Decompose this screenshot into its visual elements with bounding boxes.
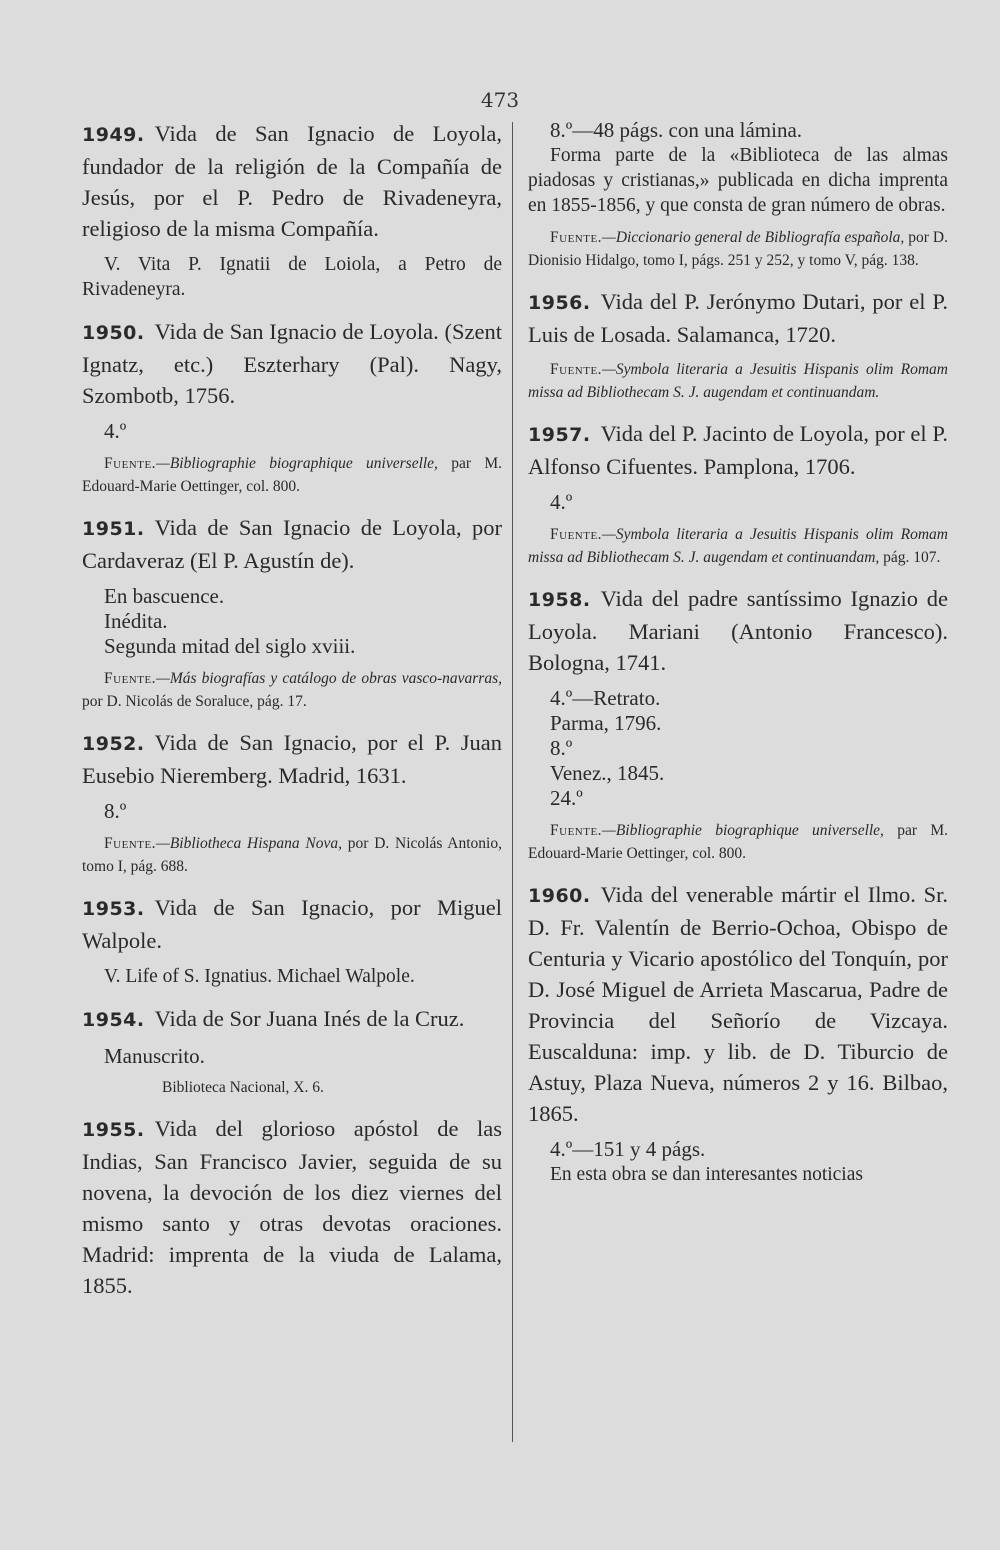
- entry-number: 1956.: [528, 292, 591, 314]
- source-title: —Bibliographie biographique universelle,: [156, 455, 438, 472]
- source-label: Fuente.: [104, 835, 157, 852]
- source-title: —Symbola literaria a Jesuitis Hispanis olim Romam missa ad Bibliothecam S. J. augendam et continuandam.: [528, 361, 948, 401]
- source-title: —Bibliotheca Hispana Nova,: [156, 835, 342, 852]
- entry-1958: [528, 583, 948, 865]
- entry-1951: [82, 512, 502, 713]
- entry-1950: [82, 316, 502, 498]
- source-details: par M. Edouard-Marie Oettinger, col. 800.: [82, 455, 502, 495]
- entry-title-text: Vida del P. Jacinto de Loyola, por el P. Alfonso Cifuentes. Pamplona, 1706.: [528, 421, 948, 479]
- source-note: [528, 819, 948, 865]
- see-also: V. Life of S. Ignatius. Michael Walpole.: [104, 966, 415, 987]
- entry-title-text: Vida del venerable mártir el Ilmo. Sr. D. Fr. Valentín de Berrio-Ochoa, Obispo de Centuria y Vicario apostólico del Tonquín, por D. José Miguel de Arrieta Mascarua, Padre de Provincia del Señorío de Vizcaya. Euscalduna: imp. y lib. de D. Tiburcio de Astuy, Plaza Nueva, números 2 y 16. Bilbao, 1865.: [528, 882, 948, 1126]
- description: En esta obra se dan interesantes noticias: [550, 1164, 863, 1185]
- entry-title: [528, 418, 948, 482]
- entry-title: [528, 879, 948, 1129]
- entry-1953: [82, 892, 502, 989]
- format-line: 8.º: [104, 799, 127, 823]
- entry-1949: [82, 118, 502, 302]
- entry-1957: [528, 418, 948, 569]
- entry-title: [528, 286, 948, 350]
- entry-title-text: Vida del P. Jerónymo Dutari, por el P. Luis de Losada. Salamanca, 1720.: [528, 289, 948, 347]
- entry-number: 1949.: [82, 124, 145, 146]
- entry-number: 1952.: [82, 733, 145, 755]
- entry-number: 1950.: [82, 322, 145, 344]
- source-details: pág. 107.: [879, 549, 941, 566]
- right-column: [528, 118, 948, 1201]
- entry-1952: [82, 727, 502, 878]
- entry-1954: [82, 1003, 502, 1099]
- source-note: [82, 832, 502, 878]
- entry-title: [82, 1003, 502, 1036]
- entry-1955-continued: [528, 118, 948, 272]
- entry-title-text: Vida de Sor Juana Inés de la Cruz.: [154, 1006, 465, 1031]
- source-note: [528, 226, 948, 272]
- format-line: 8.º—48 págs. con una lámina.: [550, 118, 803, 142]
- source-label: Fuente.: [550, 526, 603, 543]
- see-also: V. Vita P. Ignatii de Loiola, a Petro de Rivadeneyra.: [82, 254, 502, 300]
- entry-title: [82, 118, 502, 244]
- entry-1955: [82, 1113, 502, 1301]
- source-note: [82, 667, 502, 713]
- entry-title-text: Vida del glorioso apóstol de las Indias, San Francisco Javier, seguida de su novena, la devoción de los diez viernes del mismo santo y otras devotas oraciones. Madrid: imprenta de la viuda de Lalama, 1855.: [82, 1116, 502, 1298]
- entry-1960: [528, 879, 948, 1187]
- source-title: —Bibliographie biographique universelle,: [602, 822, 884, 839]
- source-title: —Symbola literaria a Jesuitis Hispanis olim Romam missa ad Bibliothecam S. J. augendam et continuandam,: [528, 526, 948, 566]
- format-line: 4.º—Retrato.: [550, 686, 661, 710]
- edition-line: Parma, 1796.: [550, 711, 662, 735]
- source-details: por D. Nicolás Antonio, tomo I, pág. 688.: [82, 835, 502, 875]
- format-line: 4.º: [104, 419, 127, 443]
- entry-number: 1955.: [82, 1119, 145, 1141]
- entry-title-text: Vida de San Ignacio de Loyola. (Szent Ignatz, etc.) Eszterhary (Pal). Nagy, Szombotb, 1756.: [82, 319, 502, 408]
- format-line: 4.º: [550, 490, 573, 514]
- source-title: —Diccionario general de Bibliografía española,: [602, 229, 905, 246]
- source-label: Fuente.: [550, 229, 603, 246]
- entry-number: 1951.: [82, 518, 145, 540]
- manuscript-line: Manuscrito.: [104, 1044, 205, 1068]
- source-label: Fuente.: [550, 361, 603, 378]
- entry-title: [82, 512, 502, 576]
- date-line: Segunda mitad del siglo xviii.: [104, 634, 356, 658]
- entry-1956: [528, 286, 948, 404]
- edition-line: Venez., 1845.: [550, 761, 665, 785]
- entry-number: 1954.: [82, 1009, 145, 1031]
- source-note: [528, 523, 948, 569]
- column-divider: [512, 122, 513, 1442]
- entry-number: 1958.: [528, 589, 591, 611]
- language-line: En bascuence.: [104, 584, 225, 608]
- format-line: 8.º: [550, 736, 573, 760]
- status-line: Inédita.: [104, 609, 168, 633]
- entry-title: [82, 1113, 502, 1301]
- location-note: Biblioteca Nacional, X. 6.: [162, 1079, 324, 1096]
- entry-number: 1953.: [82, 898, 145, 920]
- entry-number: 1960.: [528, 885, 591, 907]
- entry-title-text: Vida de San Ignacio de Loyola, por Cardaveraz (El P. Agustín de).: [82, 515, 502, 573]
- source-title: —Más biografías y catálogo de obras vasco-navarras,: [156, 670, 502, 687]
- source-label: Fuente.: [550, 822, 603, 839]
- source-details: por D. Nicolás de Soraluce, pág. 17.: [82, 693, 307, 710]
- entry-title: [82, 892, 502, 956]
- entry-title-text: Vida de San Ignacio de Loyola, fundador de la religión de la Compañía de Jesús, por el P. Pedro de Rivadeneyra, religioso de la misma Compañía.: [82, 121, 502, 241]
- entry-number: 1957.: [528, 424, 591, 446]
- source-details: par M. Edouard-Marie Oettinger, col. 800.: [528, 822, 948, 862]
- page-number: 473: [480, 88, 520, 112]
- entry-title: [82, 727, 502, 791]
- format-line: 24.º: [550, 786, 583, 810]
- source-note: [82, 452, 502, 498]
- format-line: 4.º—151 y 4 págs.: [550, 1137, 706, 1161]
- source-label: Fuente.: [104, 455, 157, 472]
- source-details: por D. Dionisio Hidalgo, tomo I, págs. 251 y 252, y tomo V, pág. 138.: [528, 229, 949, 269]
- entry-title: [82, 316, 502, 411]
- source-label: Fuente.: [104, 670, 157, 687]
- entry-title-text: Vida del padre santíssimo Ignazio de Loyola. Mariani (Antonio Francesco). Bologna, 1741.: [528, 586, 948, 675]
- description: Forma parte de la «Biblioteca de las almas piadosas y cristianas,» publicada en dicha imprenta en 1855-1856, y que consta de gran número de obras.: [528, 145, 948, 216]
- left-column: [82, 118, 502, 1315]
- entry-title-text: Vida de San Ignacio, por el P. Juan Eusebio Nieremberg. Madrid, 1631.: [82, 730, 502, 788]
- entry-title: [528, 583, 948, 678]
- source-note: [528, 358, 948, 404]
- entry-title-text: Vida de San Ignacio, por Miguel Walpole.: [82, 895, 502, 953]
